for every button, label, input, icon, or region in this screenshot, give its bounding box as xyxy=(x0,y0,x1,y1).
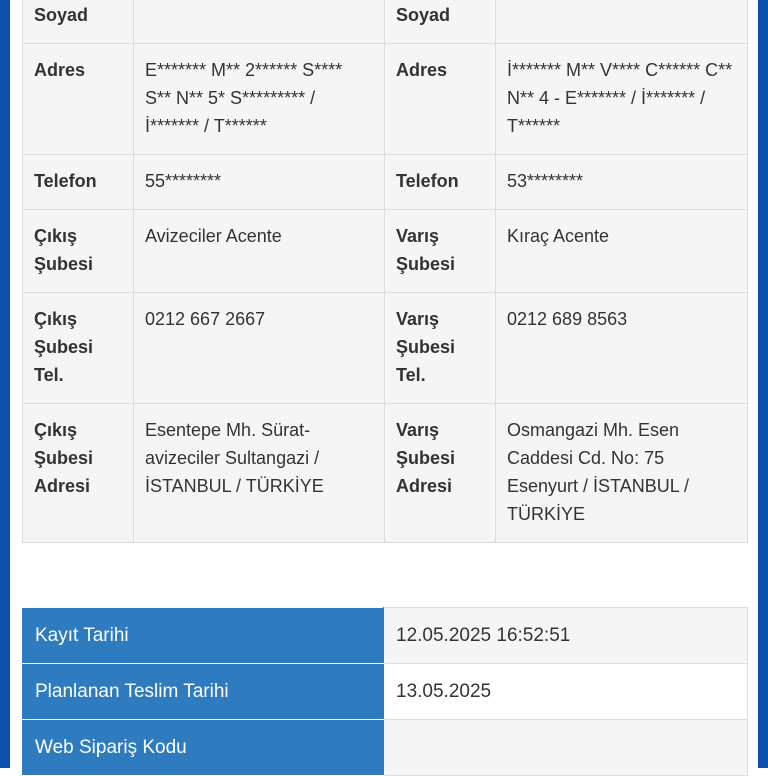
shipment-detail-content xyxy=(10,0,758,768)
table-row-registration-date xyxy=(23,608,748,664)
sender-receiver-table xyxy=(22,0,748,543)
registration-date-value: 12.05.2025 16:52:51 xyxy=(384,608,748,664)
departure-branch-phone-label: Çıkış Şubesi Tel. xyxy=(23,293,134,404)
sender-address-value: E******* M** 2****** S**** S** N** 5* S********* / İ******* / T****** xyxy=(134,44,385,155)
arrival-branch-value: Kıraç Acente xyxy=(496,210,748,293)
arrival-branch-phone-label: Varış Şubesi Tel. xyxy=(385,293,496,404)
arrival-branch-address-value: Osmangazi Mh. Esen Caddesi Cd. No: 75 Esenyurt / İSTANBUL / TÜRKİYE xyxy=(496,404,748,543)
table-row-branch xyxy=(23,210,748,293)
right-frame-border xyxy=(758,0,768,768)
arrival-branch-label: Varış Şubesi xyxy=(385,210,496,293)
departure-branch-address-value: Esentepe Mh. Sürat-avizeciler Sultangazi / İSTANBUL / TÜRKİYE xyxy=(134,404,385,543)
receiver-address-label: Adres xyxy=(385,44,496,155)
arrival-branch-phone-value: 0212 689 8563 xyxy=(496,293,748,404)
web-order-code-value xyxy=(384,720,748,776)
sender-phone-value: 55******** xyxy=(134,155,385,210)
registration-date-label: Kayıt Tarihi xyxy=(23,608,384,664)
table-row-address xyxy=(23,44,748,155)
departure-branch-phone-value: 0212 667 2667 xyxy=(134,293,385,404)
left-frame-border xyxy=(0,0,10,768)
departure-branch-label: Çıkış Şubesi xyxy=(23,210,134,293)
sender-name-label: Soyad xyxy=(23,0,134,44)
receiver-name-value xyxy=(496,0,748,44)
table-row-name xyxy=(23,0,748,44)
receiver-name-label: Soyad xyxy=(385,0,496,44)
web-order-code-label: Web Sipariş Kodu xyxy=(23,720,384,776)
sender-address-label: Adres xyxy=(23,44,134,155)
receiver-phone-label: Telefon xyxy=(385,155,496,210)
arrival-branch-address-label: Varış Şubesi Adresi xyxy=(385,404,496,543)
sender-phone-label: Telefon xyxy=(23,155,134,210)
table-row-branch-phone xyxy=(23,293,748,404)
planned-delivery-date-label: Planlanan Teslim Tarihi xyxy=(23,664,384,720)
table-row-branch-address xyxy=(23,404,748,543)
receiver-address-value: İ******* M** V**** C****** C** N** 4 - E******* / İ******* / T****** xyxy=(496,44,748,155)
table-row-web-order-code xyxy=(23,720,748,776)
planned-delivery-date-value: 13.05.2025 xyxy=(384,664,748,720)
departure-branch-value: Avizeciler Acente xyxy=(134,210,385,293)
table-row-phone xyxy=(23,155,748,210)
departure-branch-address-label: Çıkış Şubesi Adresi xyxy=(23,404,134,543)
shipment-dates-table xyxy=(22,607,748,776)
sender-name-value xyxy=(134,0,385,44)
table-row-planned-delivery xyxy=(23,664,748,720)
receiver-phone-value: 53******** xyxy=(496,155,748,210)
